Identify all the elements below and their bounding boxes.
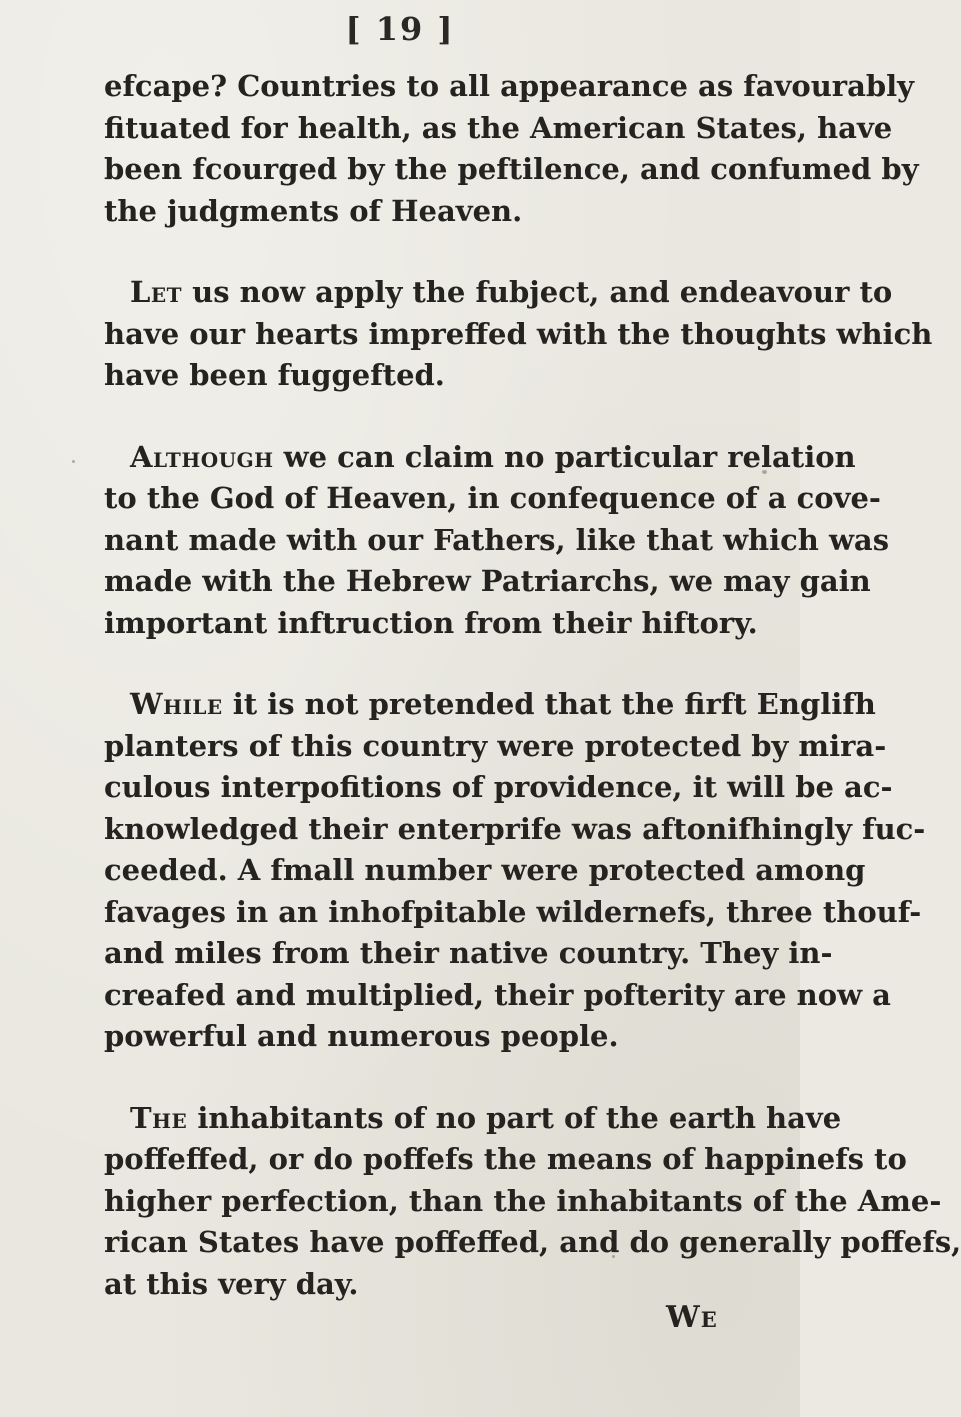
text-line: powerful and numerous people. (104, 1019, 619, 1053)
text-line: made with the Hebrew Patriarchs, we may gain (104, 564, 871, 598)
text-line: planters of this country were protected by mira- (104, 728, 887, 763)
body-text (104, 66, 961, 1305)
paragraph (104, 272, 933, 397)
text-line-rest: we can claim no particular relation (273, 439, 856, 474)
paragraph-lead-word: While (130, 687, 223, 721)
text-line (104, 684, 876, 726)
text-line: ceeded. A fmall number were protected among (104, 853, 866, 887)
paragraph-lead-word: The (130, 1100, 188, 1135)
catchword: We (666, 1300, 718, 1335)
text-line: been fcourged by the peftilence, and confumed by (104, 152, 919, 186)
text-line: and miles from their native country. They in- (104, 936, 833, 970)
text-line-rest: it is not pretended that the firft Englifh (222, 687, 876, 721)
text-line: the judgments of Heaven. (104, 193, 523, 228)
text-line (104, 437, 856, 479)
text-line-rest: us now apply the fubject, and endeavour to (182, 275, 893, 309)
paper-speck (612, 1255, 615, 1258)
paper-speck (72, 460, 75, 463)
text-line: culous interpofitions of providence, it will be ac- (104, 770, 893, 804)
paragraph (104, 66, 919, 232)
text-line: creafed and multiplied, their pofterity are now a (104, 977, 891, 1012)
text-line: rican States have poffeffed, and do generally poffefs, (104, 1225, 961, 1259)
paper-speck (762, 470, 767, 474)
text-line: poffeffed, or do poffefs the means of happinefs to (104, 1142, 907, 1176)
text-line: to the God of Heaven, in confequence of a cove- (104, 481, 881, 515)
paragraph (104, 684, 926, 1058)
paragraph (104, 437, 890, 645)
text-line-rest: inhabitants of no part of the earth have (187, 1100, 842, 1135)
paragraph (104, 1098, 961, 1306)
text-line: higher perfection, than the inhabitants of the Ame- (104, 1183, 942, 1218)
text-line: at this very day. (104, 1266, 359, 1301)
text-line: fituated for health, as the American States, have (104, 110, 893, 145)
paragraph-lead-word: Let (130, 275, 183, 309)
text-line: efcape? Countries to all appearance as favourably (104, 69, 915, 103)
paragraph-lead-word: Although (130, 439, 274, 474)
text-line: have our hearts impreffed with the thoughts which (104, 316, 933, 351)
text-line: knowledged their enterprife was aftonifhingly fuc- (104, 811, 926, 846)
text-line (104, 272, 893, 314)
text-line (104, 1098, 842, 1140)
text-line: nant made with our Fathers, like that which was (104, 522, 890, 557)
text-line: have been fuggefted. (104, 358, 445, 392)
text-line: favages in an inhofpitable wildernefs, three thouf- (104, 894, 922, 929)
page-number: [ 19 ] (345, 10, 455, 48)
text-line: important inftruction from their hiftory. (104, 605, 758, 640)
